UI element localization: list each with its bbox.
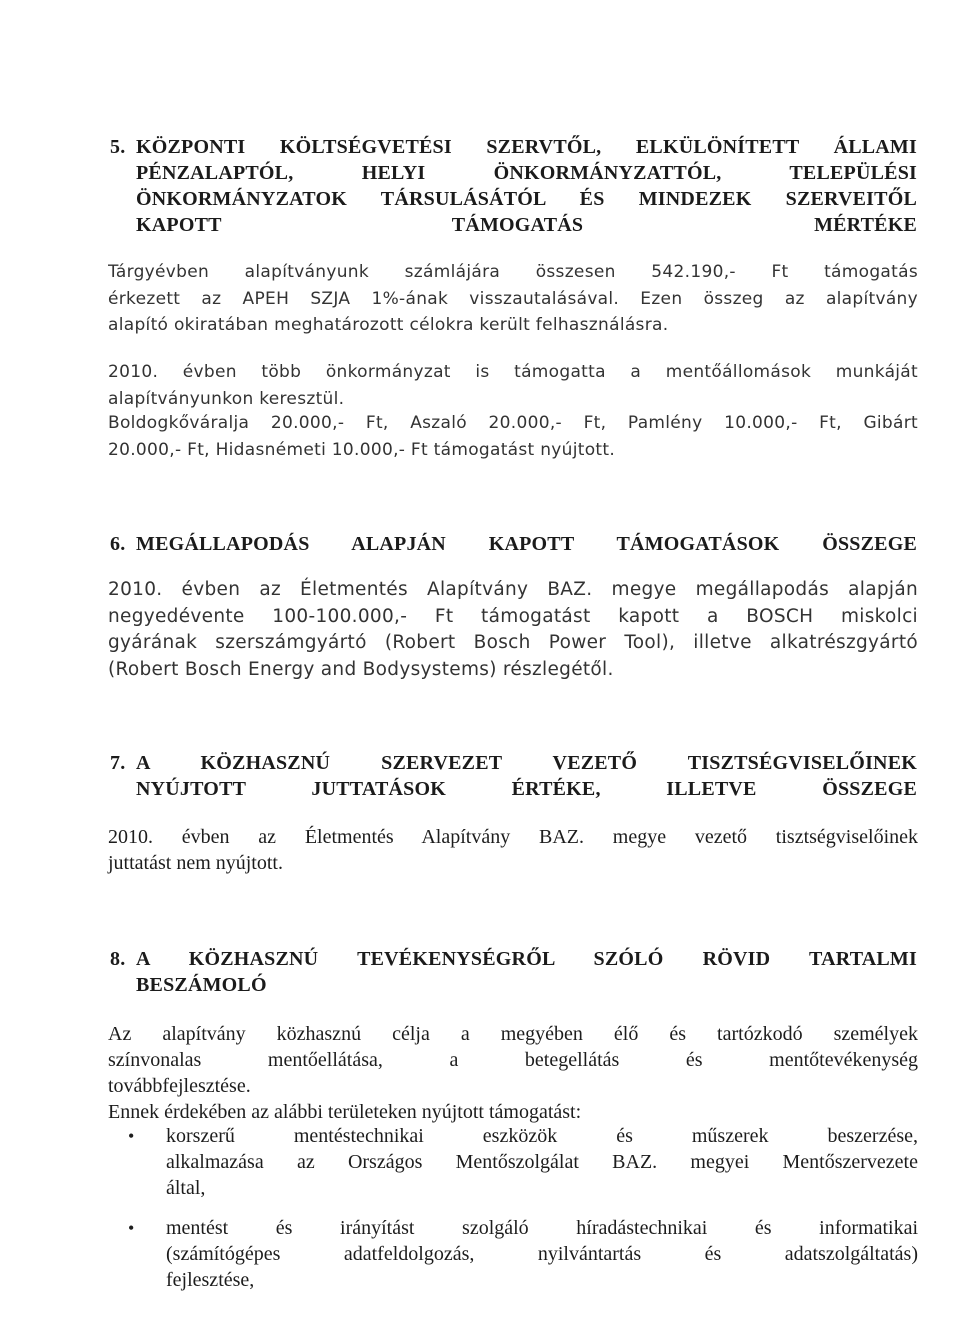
section-5-paragraph-1 bbox=[0, 259, 960, 339]
section-7-heading bbox=[0, 750, 960, 802]
text-line: (számítógépes adatfeldolgozás, nyilvántartás és adatszolgáltatás) bbox=[166, 1243, 918, 1265]
section-number: 7. bbox=[110, 752, 126, 774]
section-5 bbox=[0, 134, 960, 238]
list-item bbox=[108, 1123, 918, 1201]
text-line: Az alapítvány közhasznú célja a megyében élő és tartózkodó személyek bbox=[108, 1023, 918, 1045]
section-6-paragraph-1 bbox=[0, 577, 960, 683]
section-6 bbox=[0, 531, 960, 557]
heading-line: KAPOTT TÁMOGATÁS MÉRTÉKE bbox=[136, 214, 917, 236]
section-number: 8. bbox=[110, 948, 126, 970]
heading-line: A KÖZHASZNÚ SZERVEZET VEZETŐ TISZTSÉGVISELŐINEK bbox=[136, 752, 917, 774]
text-line: korszerű mentéstechnikai eszközök és műszerek beszerzése, bbox=[166, 1125, 918, 1147]
section-number: 5. bbox=[110, 136, 126, 158]
text-line: 2010. évben több önkormányzat is támogatta a mentőállomások munkáját bbox=[108, 362, 918, 382]
text-line: mentést és irányítást szolgáló híradástechnikai és informatikai bbox=[166, 1217, 918, 1239]
text-line: gyárának szerszámgyártó (Robert Bosch Power Tool), illetve alkatrészgyártó bbox=[108, 632, 918, 653]
section-7-paragraph-1 bbox=[0, 824, 960, 876]
heading-line: KÖZPONTI KÖLTSÉGVETÉSI SZERVTŐL, ELKÜLÖNÍTETT ÁLLAMI bbox=[136, 136, 917, 158]
text-line: (Robert Bosch Energy and Bodysystems) részlegétől. bbox=[108, 658, 614, 680]
text-line: továbbfejlesztése. bbox=[108, 1075, 251, 1097]
section-6-heading bbox=[0, 531, 960, 557]
bullet-icon: • bbox=[128, 1218, 135, 1238]
text-line: Boldogkőváralja 20.000,- Ft, Aszaló 20.000,- Ft, Pamlény 10.000,- Ft, Gibárt bbox=[108, 413, 918, 433]
text-line: negyedévente 100-100.000,- Ft támogatást kapott a BOSCH miskolci bbox=[108, 605, 918, 627]
text-line: színvonalas mentőellátása, a betegellátás és mentőtevékenység bbox=[108, 1049, 918, 1071]
bullet-icon: • bbox=[128, 1126, 135, 1146]
text-line: juttatást nem nyújtott. bbox=[108, 852, 283, 874]
text-line: Tárgyévben alapítványunk számlájára összesen 542.190,- Ft támogatás bbox=[108, 262, 918, 282]
section-5-paragraph-3 bbox=[0, 410, 960, 463]
bullet-list bbox=[0, 1123, 960, 1293]
section-5-heading bbox=[0, 134, 960, 238]
section-8-heading bbox=[0, 946, 960, 998]
text-line: Ennek érdekében az alábbi területeken nyújtott támogatást: bbox=[108, 1101, 582, 1123]
text-line: 20.000,- Ft, Hidasnémeti 10.000,- Ft támogatást nyújtott. bbox=[108, 439, 616, 460]
section-8 bbox=[0, 946, 960, 998]
text-line: fejlesztése, bbox=[166, 1269, 255, 1291]
section-number: 6. bbox=[110, 533, 126, 555]
text-line: 2010. évben az Életmentés Alapítvány BAZ. megye megállapodás alapján bbox=[108, 579, 918, 600]
heading-line: ÖNKORMÁNYZATOK TÁRSULÁSÁTÓL ÉS MINDEZEK SZERVEITŐL bbox=[136, 188, 917, 210]
text-line: alapítványunkon keresztül. bbox=[108, 388, 345, 409]
list-item bbox=[108, 1215, 918, 1293]
heading-line: PÉNZALAPTÓL, HELYI ÖNKORMÁNYZATTÓL, TELEPÜLÉSI bbox=[136, 162, 917, 184]
section-7 bbox=[0, 750, 960, 802]
text-line: alapító okiratában meghatározott célokra került felhasználásra. bbox=[108, 315, 669, 335]
section-8-paragraph-1 bbox=[0, 1021, 960, 1125]
text-line: érkezett az APEH SZJA 1%-ának visszautalásával. Ezen összeg az alapítvány bbox=[108, 288, 918, 309]
heading-line: MEGÁLLAPODÁS ALAPJÁN KAPOTT TÁMOGATÁSOK ÖSSZEGE bbox=[136, 533, 917, 555]
heading-line: A KÖZHASZNÚ TEVÉKENYSÉGRŐL SZÓLÓ RÖVID TARTALMI bbox=[136, 948, 917, 970]
section-5-paragraph-2 bbox=[0, 359, 960, 412]
text-line: 2010. évben az Életmentés Alapítvány BAZ. megye vezető tisztségviselőinek bbox=[108, 826, 918, 848]
text-line: alkalmazása az Országos Mentőszolgálat BAZ. megyei Mentőszervezete bbox=[166, 1151, 918, 1173]
heading-line: BESZÁMOLÓ bbox=[136, 974, 267, 996]
text-line: által, bbox=[166, 1177, 206, 1199]
heading-line: NYÚJTOTT JUTTATÁSOK ÉRTÉKE, ILLETVE ÖSSZEGE bbox=[136, 778, 917, 800]
